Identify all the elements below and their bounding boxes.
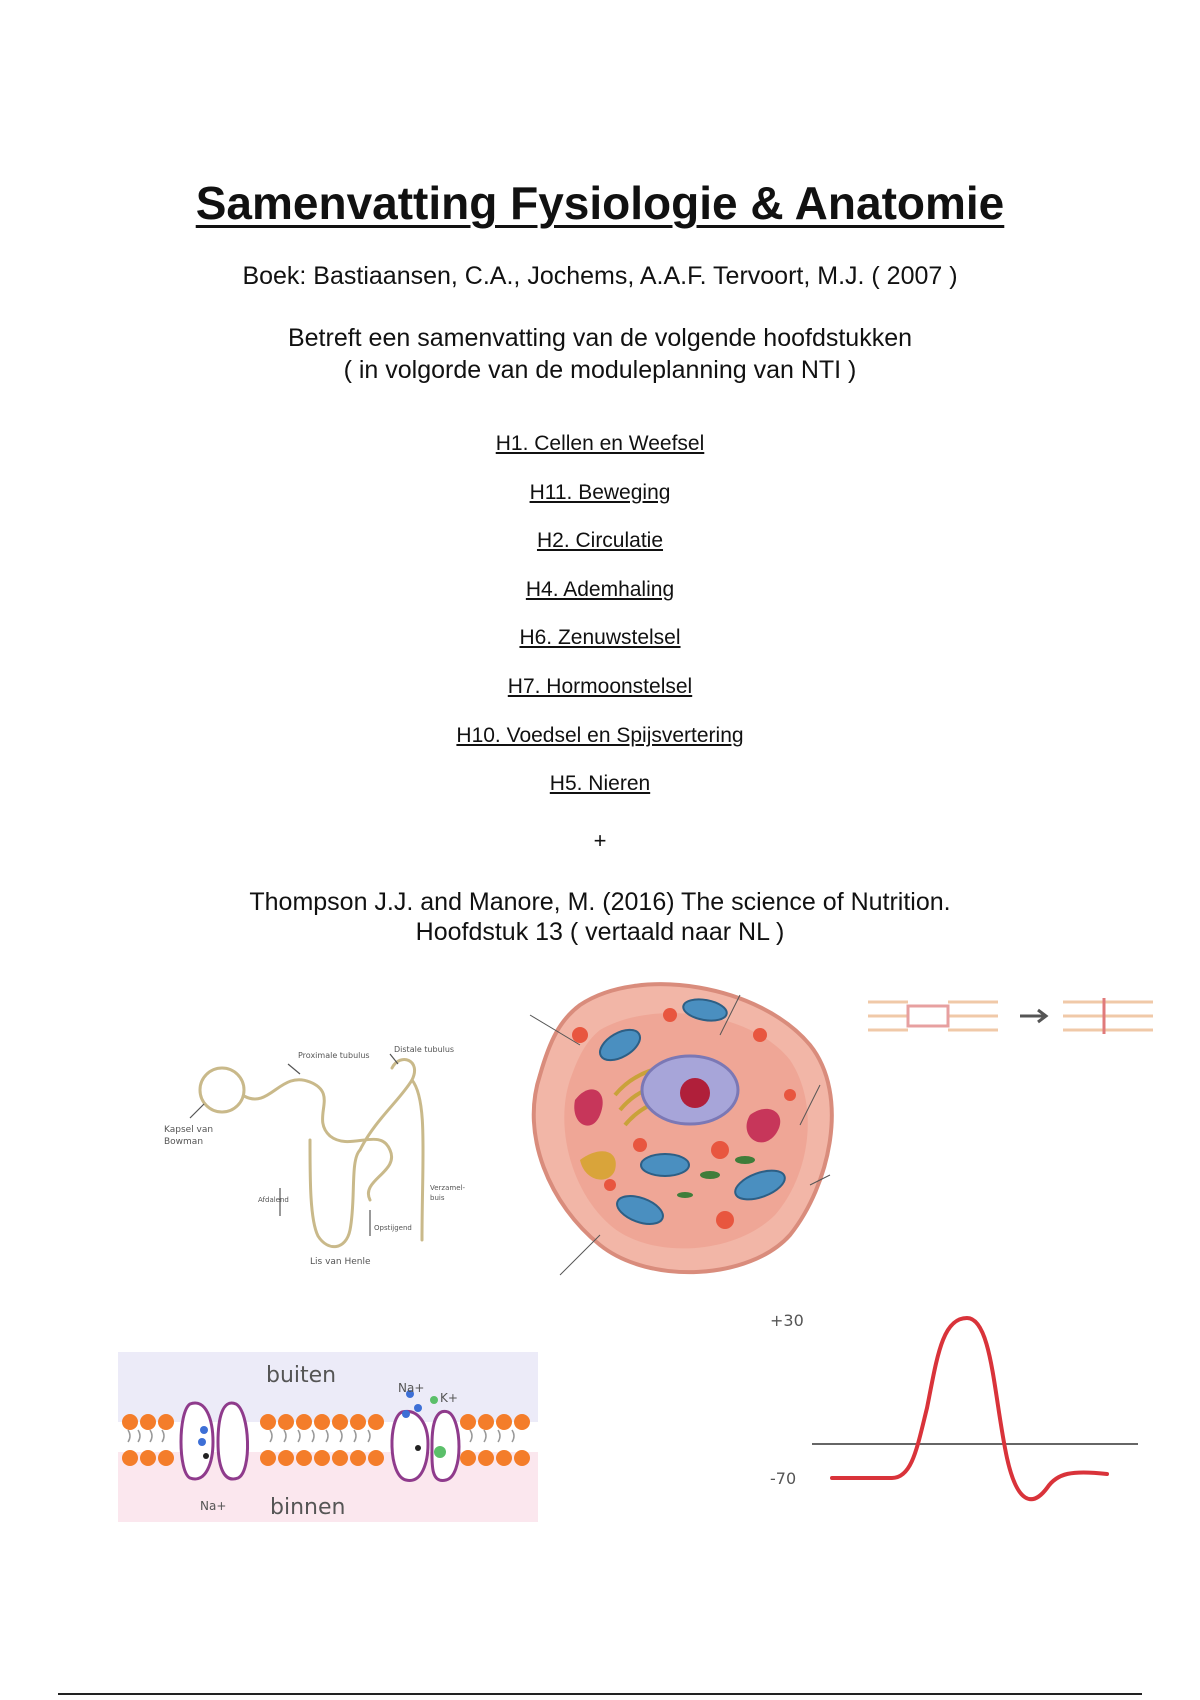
chapter-list [0, 432, 1200, 821]
label-na-top: Na+ [398, 1381, 425, 1395]
reference-line-1: Thompson J.J. and Manore, M. (2016) The science of Nutrition. [249, 888, 951, 916]
chapter-item [0, 772, 1200, 821]
chapter-link-h10[interactable]: H10. Voedsel en Spijsvertering [456, 723, 744, 747]
chapter-link-h5[interactable]: H5. Nieren [549, 772, 651, 796]
label-distal-tubule: Distale tubulus [394, 1045, 455, 1054]
chapter-item [0, 626, 1200, 675]
label-plus-30: +30 [770, 1311, 804, 1330]
intro-line-2: ( in volgorde van de moduleplanning van NTI ) [343, 356, 857, 384]
label-collecting-1: Verzamel- [430, 1184, 465, 1192]
channel-protein-left-a [181, 1403, 213, 1479]
bowman-capsule-shape [200, 1068, 244, 1112]
proximal-tubule-shape [244, 1080, 392, 1200]
label-capsule-2: Bowman [164, 1137, 204, 1147]
label-proximal-tubule: Proximale tubulus [298, 1051, 370, 1060]
collecting-duct-shape [412, 1080, 423, 1240]
animal-cell-illustration [520, 975, 840, 1285]
intro-text [0, 322, 1200, 386]
potential-curve [832, 1318, 1107, 1499]
channel-protein-left-b [218, 1403, 248, 1479]
chapter-link-h1[interactable]: H1. Cellen en Weefsel [495, 432, 705, 455]
reference-line-2: Hoofdstuk 13 ( vertaald naar NL ) [415, 918, 785, 946]
membrane-diagram [118, 1352, 538, 1522]
label-loop-of-henle: Lis van Henle [310, 1257, 371, 1267]
chapter-link-h11[interactable]: H11. Beweging [529, 480, 671, 504]
label-ascending: Opstijgend [374, 1224, 412, 1232]
chapter-link-h4[interactable]: H4. Ademhaling [525, 577, 675, 601]
plus-sign: + [593, 828, 607, 853]
book-reference: Boek: Bastiaansen, C.A., Jochems, A.A.F. Tervoort, M.J. ( 2007 ) [242, 262, 958, 290]
label-k-top: K+ [440, 1391, 458, 1405]
intro-line-1: Betreft een samenvatting van de volgende hoofdstukken [287, 324, 913, 352]
label-na-bottom: Na+ [200, 1499, 227, 1513]
distal-tubule-shape [360, 1059, 415, 1150]
label-inside: binnen [270, 1495, 346, 1520]
sarcomere-sketch [868, 990, 1168, 1040]
label-outside: buiten [266, 1363, 337, 1388]
footer-rule [58, 1693, 1142, 1695]
chapter-item [0, 724, 1200, 773]
loop-of-henle-shape [310, 1140, 360, 1247]
chapter-item [0, 578, 1200, 627]
pump-protein-right [432, 1411, 459, 1480]
action-potential-sketch [762, 1308, 1142, 1508]
page-title: Samenvatting Fysiologie & Anatomie [195, 177, 1005, 229]
nephron-sketch [160, 1040, 500, 1270]
label-descending: Afdalend [258, 1196, 289, 1204]
chapter-link-h6[interactable]: H6. Zenuwstelsel [519, 626, 681, 650]
pump-protein-left [392, 1411, 428, 1480]
arrow-icon [1020, 1010, 1046, 1022]
chapter-link-h7[interactable]: H7. Hormoonstelsel [507, 674, 693, 698]
label-minus-70: -70 [770, 1469, 797, 1488]
chapter-link-h2[interactable]: H2. Circulatie [536, 529, 664, 553]
chapter-item [0, 481, 1200, 530]
chapter-item [0, 529, 1200, 578]
chapter-item [0, 675, 1200, 724]
nutrition-reference [0, 887, 1200, 947]
chapter-item [0, 432, 1200, 481]
nucleolus-shape [680, 1078, 710, 1108]
label-collecting-2: buis [430, 1194, 445, 1202]
label-capsule-1: Kapsel van [164, 1125, 214, 1135]
